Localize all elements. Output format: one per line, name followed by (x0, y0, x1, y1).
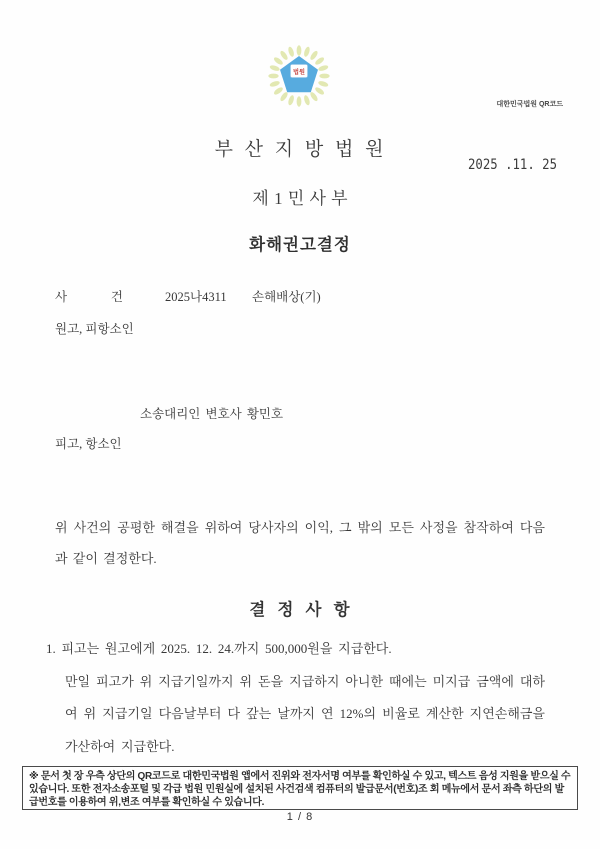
decision-line-2: 만일 피고가 위 지급기일까지 위 돈을 지급하지 아니한 때에는 미지급 금액에 대하 (65, 673, 545, 689)
court-division: 제 1 민 사 부 (252, 189, 348, 208)
case-number: 2025나4311 (165, 290, 227, 304)
date-stamp: 2025 .11. 25 (468, 157, 558, 173)
plaintiff-label: 원고, 피항소인 (55, 322, 134, 336)
decision-line-4: 가산하여 지급한다. (65, 738, 175, 754)
decision-item-1 (46, 633, 545, 763)
verification-notice-box (22, 766, 578, 810)
decision-line-1: 1. 피고는 원고에게 2025. 12. 24.까지 500,000원을 지급한다. (46, 641, 392, 656)
case-type: 손해배상(기) (252, 290, 321, 304)
court-name: 부 산 지 방 법 원 (214, 139, 386, 160)
notice-line-1: ※ 문서 첫 장 우측 상단의 QR코드로 대한민국법원 앱에서 진위와 전자서명 여부를 확인하실 수 있고, 텍스트 음성 (29, 771, 498, 782)
defendant-label: 피고, 항소인 (55, 437, 122, 451)
preamble-line-2: 과 같이 결정한다. (55, 551, 157, 566)
qr-code-caption: 대한민국법원 QR코드 (496, 101, 563, 108)
case-label: 사 건 (55, 290, 123, 304)
emblem-label: 법원 (293, 68, 305, 76)
decision-line-3: 여 위 지급기일 다음날부터 다 갚는 날까지 연 12%의 비율로 계산한 지연손해금을 (65, 706, 545, 721)
notice-line-2: 지원을 받으실 수 있습니다. 또한 전자소송포털 및 각급 법원 민원실에 설치된 사건검색 컴퓨터의 발급문서(번호)조 (29, 771, 571, 795)
preamble-line-1: 위 사건의 공평한 해결을 위하여 당사자의 이익, 그 밖의 모든 사정을 참작하여 다음 (55, 520, 545, 535)
decision-section-heading: 결 정 사 항 (249, 600, 351, 619)
preamble-paragraph (55, 512, 545, 574)
document-title: 화해권고결정 (249, 235, 351, 254)
page-number: 1 / 8 (286, 811, 314, 823)
plaintiff-representative: 소송대리인 변호사 황민호 (140, 407, 284, 421)
notice-line-3: 회 메뉴에서 문서 좌측 하단의 발급번호를 이용하여 위,변조 여부를 확인하실 수 있습니다. (29, 784, 564, 808)
court-emblem-icon (268, 42, 330, 110)
